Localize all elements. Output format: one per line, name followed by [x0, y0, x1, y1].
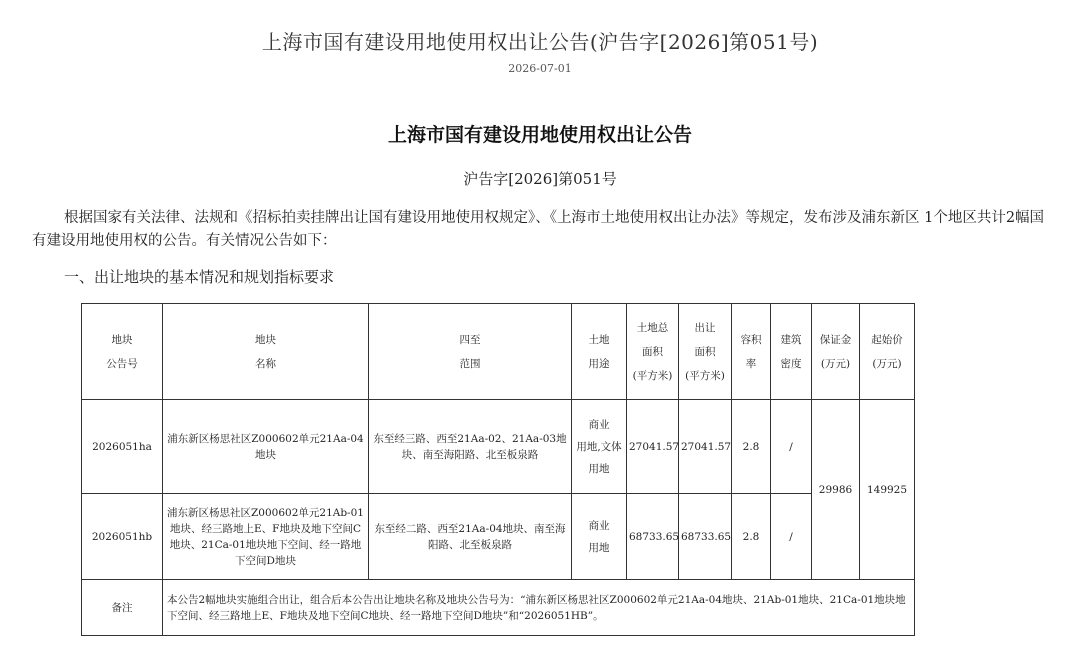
- row-far: 2.8: [732, 494, 771, 580]
- row-density: /: [771, 400, 812, 494]
- page-date: 2026-07-01: [508, 62, 572, 75]
- deposit-cell: 29986: [812, 400, 860, 580]
- row-sell-area: 68733.65: [679, 494, 732, 580]
- row-code: 2026051ha: [82, 400, 163, 494]
- row-boundary: 东至经三路、西至21Aa-02、21Aa-03地块、南至海阳路、北至板泉路: [369, 400, 572, 494]
- row-use: 商业 用地,文体 用地: [572, 400, 627, 494]
- header-boundary: 四至 范围: [369, 304, 572, 400]
- row-code: 2026051hb: [82, 494, 163, 580]
- table-header-row: [82, 304, 915, 400]
- header-start-price: 起始价 (万元): [860, 304, 915, 400]
- header-code: 地块 公告号: [82, 304, 163, 400]
- row-boundary: 东至经二路、西至21Aa-04地块、南至海阳路、北至板泉路: [369, 494, 572, 580]
- header-density: 建筑 密度: [771, 304, 812, 400]
- table-row: [82, 494, 915, 580]
- row-total-area: 27041.57: [627, 400, 679, 494]
- remark-row: [82, 580, 915, 636]
- row-far: 2.8: [732, 400, 771, 494]
- start-price-cell: 149925: [860, 400, 915, 580]
- row-density: /: [771, 494, 812, 580]
- row-name: 浦东新区杨思社区Z000602单元21Aa-04地块: [163, 400, 369, 494]
- header-far: 容积 率: [732, 304, 771, 400]
- header-name: 地块 名称: [163, 304, 369, 400]
- remark-label: 备注: [82, 580, 163, 636]
- document-heading: 上海市国有建设用地使用权出让公告: [387, 124, 692, 146]
- header-deposit: 保证金 (万元): [812, 304, 860, 400]
- table-row: [82, 400, 915, 494]
- land-parcel-table: [81, 303, 915, 636]
- intro-paragraph: 根据国家有关法律、法规和《招标拍卖挂牌出让国有建设用地使用权规定》、《上海市土地使用权出让办法》等规定，发布涉及浦东新区 1个地区共计2幅国有建设用地使用权的公告。有关情况公告如下：: [32, 210, 1045, 249]
- header-total-area: 土地总 面积 (平方米): [627, 304, 679, 400]
- remark-text: 本公告2幅地块实施组合出让，组合后本公告出让地块名称及地块公告号为：“浦东新区杨思社区Z000602单元21Aa-04地块、21Ab-01地块、21Ca-01地块地下空间、经三路地上E、F地块及地下空间C地块、经一路地下空间D地块”和“2026051HB”。: [163, 580, 915, 636]
- header-sell-area: 出让 面积 (平方米): [679, 304, 732, 400]
- section-heading: 一、出让地块的基本情况和规划指标要求: [64, 268, 335, 286]
- row-sell-area: 27041.57: [679, 400, 732, 494]
- row-name: 浦东新区杨思社区Z000602单元21Ab-01地块、经三路地上E、F地块及地下空间C地块、21Ca-01地块地下空间、经一路地下空间D地块: [163, 494, 369, 580]
- page-title: 上海市国有建设用地使用权出让公告(沪告字[2026]第051号): [261, 30, 819, 54]
- row-use: 商业 用地: [572, 494, 627, 580]
- header-use: 土地 用途: [572, 304, 627, 400]
- row-total-area: 68733.65: [627, 494, 679, 580]
- document-number: 沪告字[2026]第051号: [463, 170, 617, 188]
